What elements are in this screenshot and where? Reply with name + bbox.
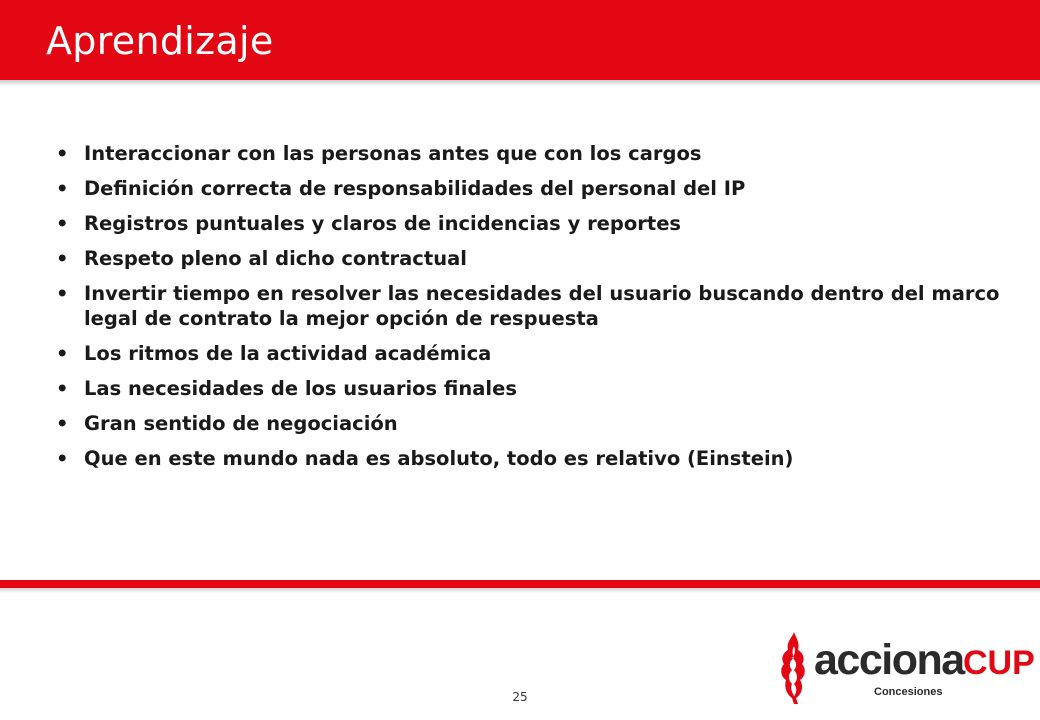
logo-suffix: CUP	[963, 644, 1035, 682]
bullet-marker: •	[56, 177, 69, 200]
bullet-item	[56, 246, 1016, 271]
bullet-text: Invertir tiempo en resolver las necesidades del usuario buscando dentro del marco legal de contrato la mejor opción de respuesta	[84, 282, 1000, 330]
bullet-text: Las necesidades de los usuarios finales	[84, 377, 517, 400]
bullet-marker: •	[56, 282, 69, 305]
footer-divider-shadow	[0, 588, 1040, 593]
page-number: 25	[512, 690, 528, 704]
bullet-item	[56, 281, 1016, 331]
bullet-marker: •	[56, 142, 69, 165]
title-bar-shadow	[0, 80, 1040, 86]
bullet-item	[56, 341, 1016, 366]
bullet-text: Registros puntuales y claros de incidencias y reportes	[84, 212, 682, 235]
acciona-cup-logo	[776, 628, 1035, 704]
bullet-text: Que en este mundo nada es absoluto, todo es relativo (Einstein)	[84, 447, 794, 470]
bullet-text: Definición correcta de responsabilidades del personal del IP	[84, 177, 746, 200]
bullet-text: Los ritmos de la actividad académica	[84, 342, 492, 365]
bullet-marker: •	[56, 212, 69, 235]
logo-subtitle: Concesiones	[874, 686, 943, 698]
bullet-marker: •	[56, 377, 69, 400]
bullet-marker: •	[56, 342, 69, 365]
bullet-item	[56, 376, 1016, 401]
bullet-item	[56, 141, 1016, 166]
bullet-item	[56, 176, 1016, 201]
logo-wordmark: acciona	[814, 636, 964, 684]
footer-divider	[0, 580, 1040, 588]
slide-title: Aprendizaje	[46, 19, 274, 63]
acciona-leaf-icon	[776, 628, 816, 704]
bullet-text: Interaccionar con las personas antes que con los cargos	[84, 142, 702, 165]
bullet-text: Respeto pleno al dicho contractual	[84, 247, 467, 270]
bullet-marker: •	[56, 447, 69, 470]
bullet-text: Gran sentido de negociación	[84, 412, 398, 435]
bullet-marker: •	[56, 412, 69, 435]
bullet-item	[56, 211, 1016, 236]
bullet-marker: •	[56, 247, 69, 270]
bullet-item	[56, 446, 1016, 471]
bullet-item	[56, 411, 1016, 436]
bullet-list	[56, 141, 1016, 481]
